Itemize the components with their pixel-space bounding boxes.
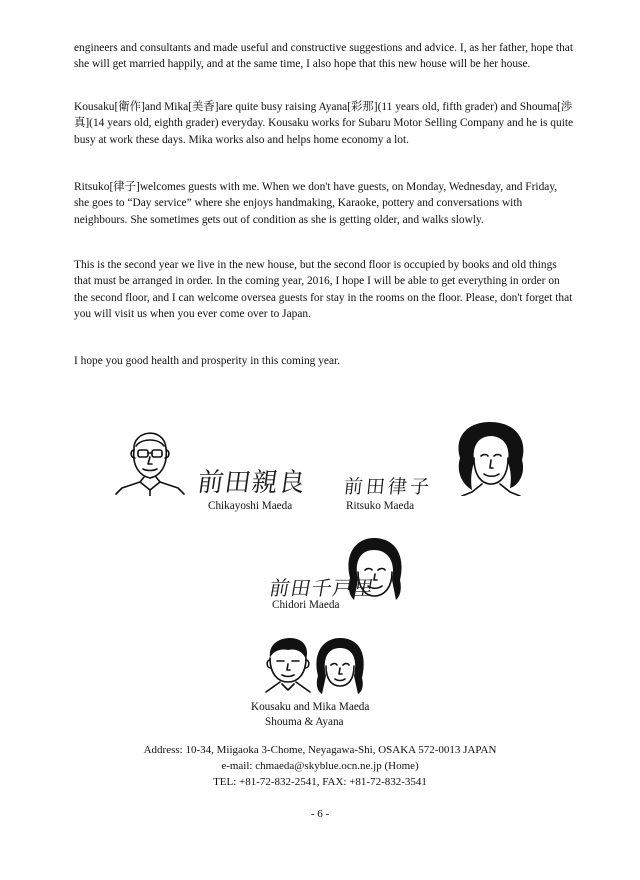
- chikayoshi-signature: 前田親良: [195, 468, 308, 498]
- paragraph-new-house: This is the second year we live in the new house, but the second floor is occupied by books and old things that must be arranged in order. In the coming year, 2016, I hope I will be able to get everything in order on the second floor, and I can welcome oversea guests for stay in the rooms on the floor. Please, don't forget that you will visit us when you ever come over to Japan.: [74, 259, 573, 321]
- ritsuko-caption: Ritsuko Maeda: [346, 500, 415, 512]
- tel-fax-line: TEL: +81-72-832-2541, FAX: +81-72-832-3541: [213, 776, 427, 788]
- chikayoshi-caption: Chikayoshi Maeda: [208, 500, 293, 512]
- ayana-portrait: [312, 636, 368, 694]
- ritsuko-signature: 前田律子: [342, 476, 434, 498]
- ritsuko-portrait: [452, 418, 530, 496]
- paragraph-daughter: engineers and consultants and made useful and constructive suggestions and advice. I, as her father, hope that she will get married happily, and at the same time, I also hope that this new house will be her house.: [74, 42, 573, 71]
- paragraph-kousaku-mika: Kousaku[衛作]and Mika[美香]are quite busy raising Ayana[彩那](11 years old, fifth grader) and Shouma[渉真](14 years old, eighth grader) everyday. Kousaku works for Subaru Motor Selling Company and he is quite busy at work these days. Mika works also and helps home economy a lot.: [74, 101, 574, 146]
- paragraph-ritsuko: Ritsuko[律子]welcomes guests with me. When we don't have guests, on Monday, Wednesday, and Friday, she goes to “Day service” where she enjoys handmaking, Karaoke, pottery and conversations with neighbours. She sometimes gets out of condition as she is getting older, and walks slowly.: [74, 181, 558, 226]
- shouma-ayana-caption: Shouma & Ayana: [265, 716, 344, 728]
- paragraph-closing-wish: I hope you good health and prosperity in this coming year.: [74, 355, 341, 367]
- email-line: e-mail: chmaeda@skyblue.ocn.ne.jp (Home): [221, 760, 419, 772]
- shouma-portrait: [260, 636, 316, 694]
- page-number: - 6 -: [310, 808, 330, 820]
- chikayoshi-portrait: [112, 420, 188, 496]
- chidori-signature: 前田千戸里: [267, 576, 377, 600]
- chidori-caption: Chidori Maeda: [272, 599, 340, 611]
- kousaku-mika-caption: Kousaku and Mika Maeda: [251, 701, 370, 713]
- address-line: Address: 10-34, Miigaoka 3-Chome, Neyagawa-Shi, OSAKA 572-0013 JAPAN: [143, 744, 497, 756]
